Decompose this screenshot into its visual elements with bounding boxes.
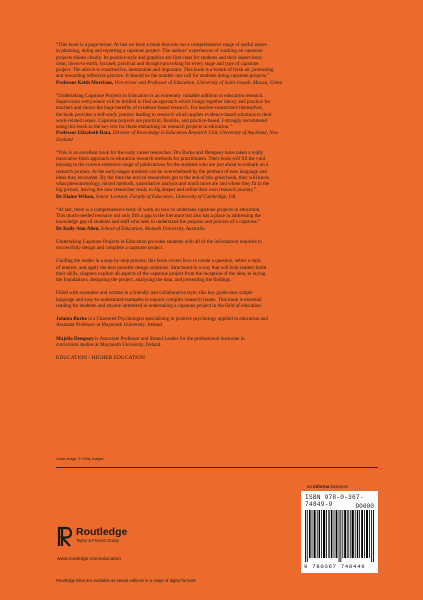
text-line: the foundations, designing the project, analysing the data, and presenting the findings. (56, 277, 232, 283)
quote-line: teachers and shows the huge benefits of evidence-based research. For teacher-researchers themselves, (56, 105, 264, 112)
attribution (56, 80, 378, 86)
text-line: successfully design and complete a capstone project. (56, 245, 164, 251)
endorser-name: Professor Elizabeth Rata, (56, 130, 112, 137)
quote-line: in planning, doing and reporting a capstone project. The authors’ experiences of working on capstone (56, 48, 263, 55)
attribution-cont (56, 137, 378, 143)
cover-credit: Cover image: © Getty Images (56, 457, 104, 461)
text-line: language and easy-to-understand examples to unpack complex research issues. This book is essential (56, 296, 262, 303)
text-line: reading for students and anyone interested in undertaking a capstone project in the field of education. (56, 302, 263, 309)
quote-line: big picture, leaving the new researcher ready to dig deeper and refine their own research journey.” (56, 187, 257, 194)
author-name: Jolanta Burke (56, 316, 87, 322)
isbn-text: ISBN 978-0-367-74849-9 (305, 494, 364, 508)
informa-prefix: an (307, 484, 312, 489)
informa-suffix: business (330, 484, 348, 489)
quote-line: knowledge gap of students and staff who seek to understand the purpose and process of a capstone.” (56, 219, 261, 226)
text-line: Guiding the reader in a step-by-step process, this book covers how to create a question, select a topic (56, 258, 262, 265)
quote-line: “This book is a page-turner. At last we have a book that sets out a comprehensive range of useful issues (56, 42, 267, 48)
ean-digits: 9 780367 748449 (304, 563, 366, 570)
endorsement-4 (56, 207, 378, 232)
price-code: 90000 (355, 503, 374, 510)
attribution (56, 226, 378, 232)
endorser-name: Dr Elaine Wilson, (56, 193, 95, 200)
informa-brand: informa (313, 484, 330, 489)
informa-business-tag (307, 484, 348, 489)
routledge-logo-icon (57, 525, 74, 547)
text-line: of interest, and apply the best possible design solutions. Structured in a way that will help readers build (56, 264, 267, 271)
quote-line: projects shines clearly. Its positive style and graphics are first class for students and their supervisors: (56, 54, 263, 61)
quote-line: Supervisors everywhere will be thrilled to find an approach which brings together theory and practice for (56, 99, 271, 105)
quote-line: and rewarding reflective practice. It should be the number one call for students doing capstone projects.” (56, 73, 270, 80)
endorser-name: Dr Kelly-Ann Allen, (56, 225, 100, 232)
author-name: Majella Dempsey (56, 335, 94, 342)
publisher-block (76, 527, 127, 543)
endorser-name: Professor Keith Morrison, (56, 79, 114, 86)
publisher-url[interactable]: www.routledge.com/education (57, 557, 121, 562)
endorsement-1 (56, 42, 378, 86)
endorsement-3 (56, 150, 378, 200)
endorsement-2 (56, 93, 378, 143)
intro-paragraph (56, 239, 378, 252)
author-bio-burke (56, 316, 378, 329)
barcode-icon (305, 510, 374, 562)
endorser-role: Director of Knowledge in Education Research Unit, University of Auckland, New (112, 130, 279, 137)
endorser-role-cont: Zealand (56, 136, 73, 143)
quote-line-part: “Undertaking Capstone Projects in Education is an extremely valuable addition to education research. (56, 92, 264, 99)
ebook-note: Routledge titles are available as eBook editions in a range of digital formats (56, 578, 196, 583)
text-line: their skills, chapters explore all aspects of the capstone project from the inception of the idea, to laying (56, 270, 266, 277)
endorser-role: Vice-rector and Professor of Education, University of Saint Joseph, Macau, China (114, 79, 283, 86)
quote-line: clear, down-to-earth, focused, practical and thought-provoking for every stage and type of capstone (56, 60, 259, 67)
quote-line: “This is an excellent book for the early career researcher. Drs Burke and Dempsey have taken a really (56, 149, 264, 156)
guide-paragraph (56, 258, 378, 283)
endorser-role: School of Education, Monash University, Australia (100, 225, 205, 232)
quote-line: using this book as the key text for those embarking on research projects in education.” (56, 124, 232, 130)
divider (56, 467, 378, 468)
subject-category: EDUCATION / HIGHER EDUCATION (56, 355, 145, 361)
quote-line: innovative fresh approach to education research methods for practitioners. Their book will fill the void (56, 156, 266, 162)
quote-line: “At last, there is a comprehensive body of work on how to undertake capstone projects in education. (56, 206, 261, 213)
quote-line: what phenomenology, mixed methods, quantitative analysis and much more are and where they fit in the (56, 181, 270, 187)
attribution (56, 194, 378, 200)
publisher-group: Taylor & Francis Group (76, 538, 119, 543)
quote-line: project. The advice is constructive, memorable and important. This book is a breath of fresh air, promoting (56, 67, 274, 73)
quote-line: missing in the current extensive range of publications for the students who are just about to embark on a (56, 162, 269, 169)
back-cover-text (56, 42, 378, 361)
endorser-role: Senior Lecturer, Faculty of Education, University of Cambridge, UK (95, 193, 236, 200)
quote-line: the book provides a self-study journey leading to research which applies evidence-based solutions to their (56, 111, 272, 118)
bio-text: is Associate Professor and Strand Leader for the professional doctorate in (93, 335, 245, 342)
text-line: Filled with examples and written in a friendly and collaborative style, this key guide uses simple (56, 290, 253, 297)
quote-line: research journey. At the early-stages students can be overwhelmed by the plethora of new language and (56, 168, 267, 175)
publisher-name: Routledge (76, 526, 128, 538)
quote-line: ideas they encounter. By the time the novice researchers get to the end of this great book, they will know (56, 174, 270, 181)
author-bio-dempsey (56, 336, 378, 349)
quote-line: This much-needed resource not only fills a gap in the literature but also has a place in addressing the (56, 213, 261, 219)
quote-line: work-related issues. Capstone projects are practical, flexible, and practice-based. I strongly recommend (56, 117, 267, 124)
bio-text: is a Chartered Psychologist specialising in positive psychology applied in education and (87, 316, 268, 322)
barcode-panel (301, 491, 378, 573)
filled-paragraph (56, 290, 378, 309)
bio-line: curriculum studies at Maynooth University, Ireland. (56, 341, 162, 348)
bio-line: Assistant Professor at Maynooth University, Ireland. (56, 322, 164, 329)
text-line: Undertaking Capstone Projects in Education provides students with all of the information required to (56, 238, 262, 245)
